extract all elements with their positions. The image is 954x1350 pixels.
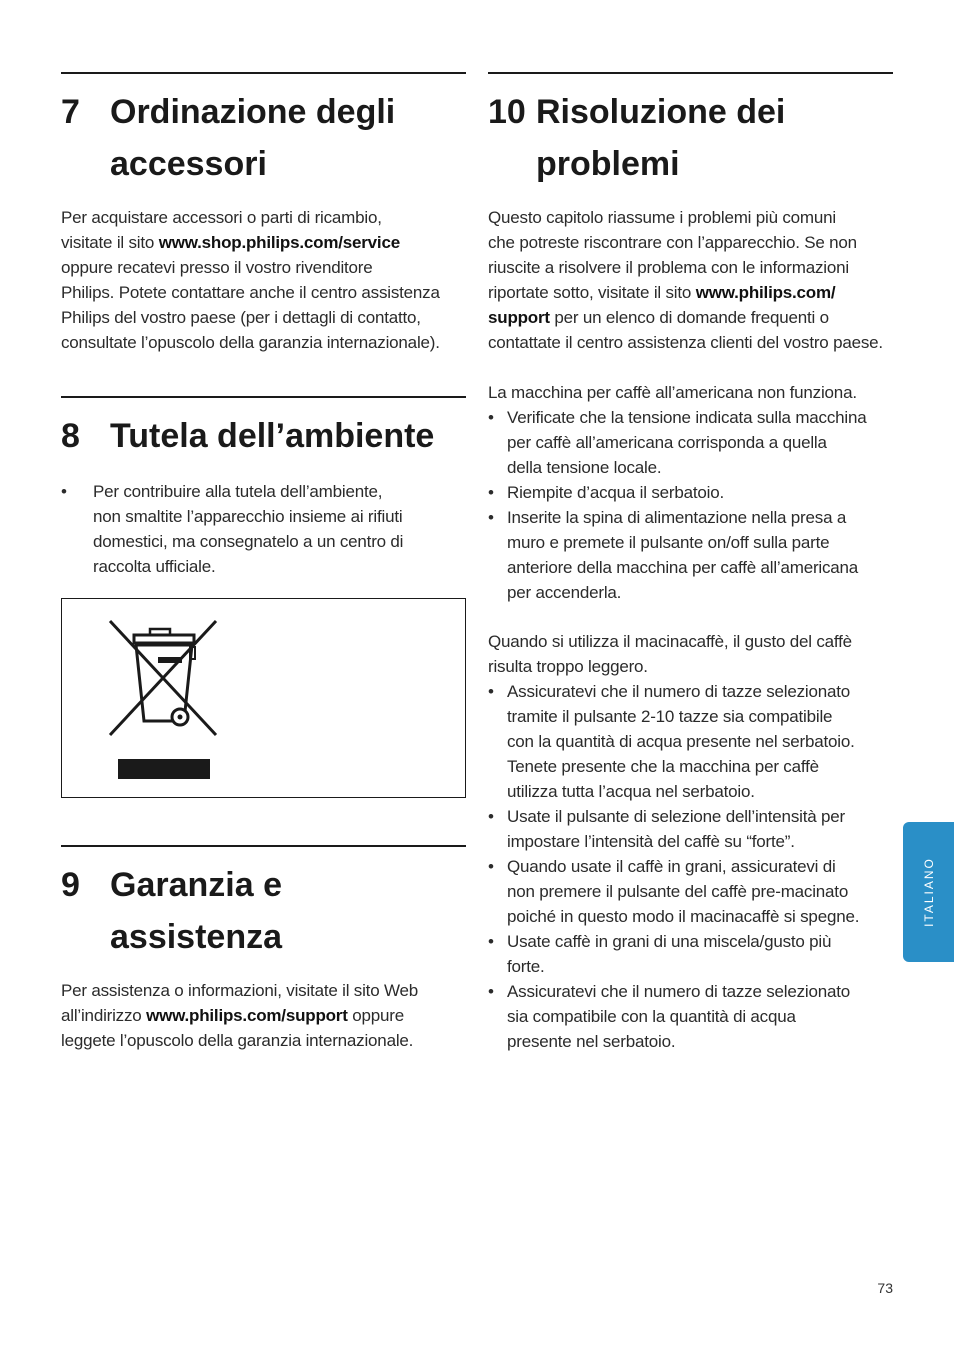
bullet: • [61, 482, 67, 501]
intro-line: support per un elenco di domande frequenti o [488, 308, 829, 327]
section-7-title-line2: accessori [110, 145, 267, 183]
problem-1-bullets [488, 405, 898, 605]
bullet: • [488, 807, 494, 826]
section-8-title: Tutela dell’ambiente [110, 417, 435, 455]
section-9-heading [61, 859, 466, 963]
problem-1-heading: La macchina per caffè all’americana non funziona. [488, 383, 857, 402]
bullet: • [488, 857, 494, 876]
list-item: • Assicuratevi che il numero di tazze selezionato tramite il pulsante 2-10 tazze sia compatibile con la quantità di acqua presente nel serbatoio. Tenete presente che la macchina per caffè utilizza tutta l’acqua nel serbatoio. [488, 679, 898, 804]
section-7-heading [61, 86, 466, 190]
section-10-rule [488, 72, 893, 74]
section-9-title-line1: Garanzia e [110, 866, 282, 904]
section-9-line: leggete l’opuscolo della garanzia internazionale. [61, 1031, 414, 1050]
section-10-heading [488, 86, 893, 190]
section-9-title-line2: assistenza [110, 918, 282, 956]
intro-line: contattate il centro assistenza clienti del vostro paese. [488, 333, 883, 352]
section-7-line: oppure recatevi presso il vostro rivenditore [61, 258, 373, 277]
section-8-number: 8 [61, 417, 80, 455]
intro-line: che potreste riscontrare con l’apparecchio. Se non [488, 233, 857, 252]
section-9-rule [61, 845, 466, 847]
section-10-intro [488, 205, 908, 355]
section-10-title-line2: problemi [536, 145, 680, 183]
page-number: 73 [877, 1280, 893, 1296]
section-7-line: Philips del vostro paese (per i dettagli di contatto, [61, 308, 421, 327]
recycling-symbol-box [61, 598, 466, 798]
problem-2-heading: Quando si utilizza il macinacaffè, il gusto del caffè risulta troppo leggero. [488, 632, 852, 676]
support-link[interactable]: www.philips.com/support [146, 1006, 348, 1025]
section-8-rule [61, 396, 466, 398]
list-item: • Riempite d’acqua il serbatoio. [488, 480, 898, 505]
list-item: • Verificate che la tensione indicata sulla macchina per caffè all’americana corrisponda a quella della tensione locale. [488, 405, 898, 480]
language-tab [903, 822, 954, 962]
section-9-line: all’indirizzo www.philips.com/support oppure [61, 1006, 404, 1025]
intro-line: Questo capitolo riassume i problemi più comuni [488, 208, 836, 227]
shop-link[interactable]: www.shop.philips.com/service [158, 233, 400, 252]
problem-2-bullets [488, 679, 898, 1054]
section-10-title-line1: Risoluzione dei [536, 93, 786, 131]
section-7-body [61, 205, 481, 355]
section-7-line: visitate il sito www.shop.philips.com/service [61, 233, 400, 252]
list-item: • Assicuratevi che il numero di tazze selezionato sia compatibile con la quantità di acqua presente nel serbatoio. [488, 979, 898, 1054]
crossed-out-wheelie-bin-icon [106, 617, 226, 787]
section-9-body [61, 978, 466, 1053]
section-7-line: Philips. Potete contattare anche il centro assistenza [61, 283, 440, 302]
section-7-line: Per acquistare accessori o parti di ricambio, [61, 208, 382, 227]
bullet: • [488, 508, 494, 527]
bullet: • [488, 682, 494, 701]
support-link-part1[interactable]: www.philips.com/ [695, 283, 836, 302]
bullet: • [488, 932, 494, 951]
language-tab-label: ITALIANO [921, 857, 936, 927]
intro-line: riportate sotto, visitate il sito www.philips.com/ [488, 283, 836, 302]
section-7-rule [61, 72, 466, 74]
list-item: • Inserite la spina di alimentazione nella presa a muro e premete il pulsante on/off sulla parte anteriore della macchina per caffè all’americana per accenderla. [488, 505, 898, 605]
bullet: • [488, 408, 494, 427]
section-9-line: Per assistenza o informazioni, visitate il sito Web [61, 981, 419, 1000]
list-item: • Per contribuire alla tutela dell’ambiente, non smaltite l’apparecchio insieme ai rifiuti domestici, ma consegnatelo a un centro di raccolta ufficiale. [61, 479, 451, 579]
intro-line: riuscite a risolvere il problema con le informazioni [488, 258, 849, 277]
bullet: • [488, 982, 494, 1001]
list-item: • Quando usate il caffè in grani, assicuratevi di non premere il pulsante del caffè pre-macinato poiché in questo modo il macinacaffè si spegne. [488, 854, 898, 929]
bullet: • [488, 483, 494, 502]
support-link-part2[interactable]: support [488, 308, 550, 327]
list-item: • Usate caffè in grani di una miscela/gusto più forte. [488, 929, 898, 979]
section-10-number: 10 [488, 93, 526, 131]
section-8-bullets [61, 479, 451, 579]
section-7-title-line1: Ordinazione degli [110, 93, 396, 131]
section-7-number: 7 [61, 93, 80, 131]
section-9-number: 9 [61, 866, 80, 904]
list-item: • Usate il pulsante di selezione dell’intensità per impostare l’intensità del caffè su “forte”. [488, 804, 898, 854]
section-7-line: consultate l’opuscolo della garanzia internazionale). [61, 333, 440, 352]
section-8-heading [61, 410, 481, 462]
